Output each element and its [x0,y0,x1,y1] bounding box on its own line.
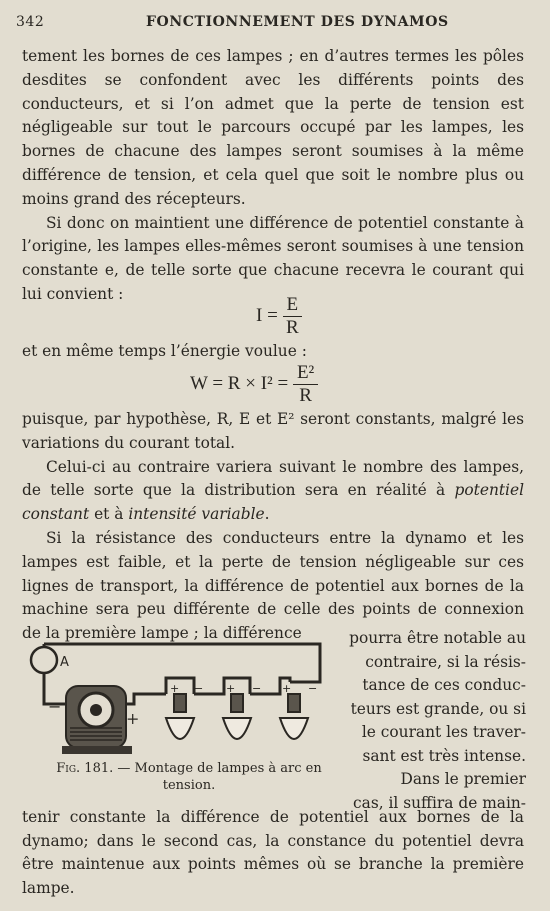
lamp-3-minus: − [308,682,318,695]
ammeter-label: A [60,655,69,670]
paragraph-5-text-2: et à [94,505,124,524]
page-header [16,14,530,38]
text-block-4 [22,806,524,900]
arc-lamp-3-icon [280,694,308,739]
formula-energy-lhs: W = R × I² = [190,372,289,394]
formula-current-fraction [283,294,303,339]
text-block-2 [22,340,524,364]
lamp-2-plus: + [226,682,236,695]
paragraph-3: et en même temps l’énergie voulue : [22,342,307,360]
ammeter-icon [31,647,57,673]
paragraph-5 [22,456,524,527]
circuit-top-wire [44,644,320,682]
paragraph-4: puisque, par hypothèse, R, E et E² seront constants, malgré les variations du courant total. [22,410,524,452]
running-title: FONCTIONNEMENT DES DYNAMOS [146,14,449,30]
side-line-4: teurs est grande, ou si [350,699,526,718]
formula-current [256,294,302,339]
figure-caption-text: — Montage de lampes à arc en tension. [117,761,322,793]
paragraph-5-italic-1: potentiel constant [22,481,524,524]
side-line-5: le courant les traver- [361,723,526,741]
text-block-1 [22,45,524,307]
side-line-2: contraire, si la résis- [365,652,526,671]
lamp-1-plus: + [170,682,180,695]
lamp-3-plus: + [282,682,292,695]
side-line-6: sant est très intense. [362,746,526,765]
page-number: 342 [16,14,45,30]
paragraph-2: Si donc on maintient une différence de potentiel constante à l’origine, les lampes elles-mêmes seront soumises à une tension constante e, de telle sorte que chacune recevra le courant qui lui convient : [22,213,524,303]
arc-lamp-2-icon [223,694,251,739]
formula-energy-denominator: R [299,385,312,406]
lamp-2-minus: − [252,682,262,695]
figure-caption [44,760,334,794]
dynamo-icon [62,686,132,754]
formula-energy [190,362,318,407]
figure-label: Fig. 181. [56,761,114,776]
formula-energy-numerator: E² [293,362,318,385]
formula-current-lhs: I = [256,304,278,326]
formula-current-denominator: R [286,317,299,338]
circuit-right-wire [126,694,166,704]
text-block-3 [22,408,524,646]
side-line-1: pourra être notable au [349,629,526,647]
lamp-1-minus: − [194,682,204,695]
formula-energy-fraction [293,362,318,407]
side-line-3: tance de ces conduc- [362,676,526,694]
dynamo-minus-sign: − [48,697,62,716]
paragraph-5-end: . [264,505,270,524]
side-text [342,627,526,815]
formula-current-numerator: E [283,294,303,317]
arc-lamp-1-icon [166,694,194,739]
paragraph-1: tement les bornes de ces lampes ; en d’autres termes les pôles desdites se confondent avec les différents points des conducteurs, et si l’on admet que la perte de tension est négligeable sur tout le parcours occupé par les lampes, les bornes de chacune des lampes seront soumises à la même différence de tension, et cela quel que soit le nombre plus ou moins grand des récepteurs. [22,47,524,208]
paragraph-6: Si la résistance des conducteurs entre la dynamo et les lampes est faible, et la perte de tension négligeable sur ces lignes de transport, la différence de potentiel aux bornes de la machine sera peu différente de celle des points de connexion de la première lampe ; la différence [22,528,524,643]
dynamo-plus-sign: + [126,709,140,728]
paragraph-7: tenir constante la différence de potentiel aux bornes de la dynamo; dans le second cas, la constance du potentiel devra être maintenue aux points mêmes où se branche la première lampe. [22,808,524,897]
side-line-7: Dans le premier [400,770,526,788]
paragraph-5-text: Celui-ci au contraire variera suivant le nombre des lampes, de telle sorte que la distribution sera en réalité à [22,457,524,500]
paragraph-5-italic-2: intensité variable [128,505,265,524]
side-line-8: cas, il suffira de main- [353,793,526,812]
